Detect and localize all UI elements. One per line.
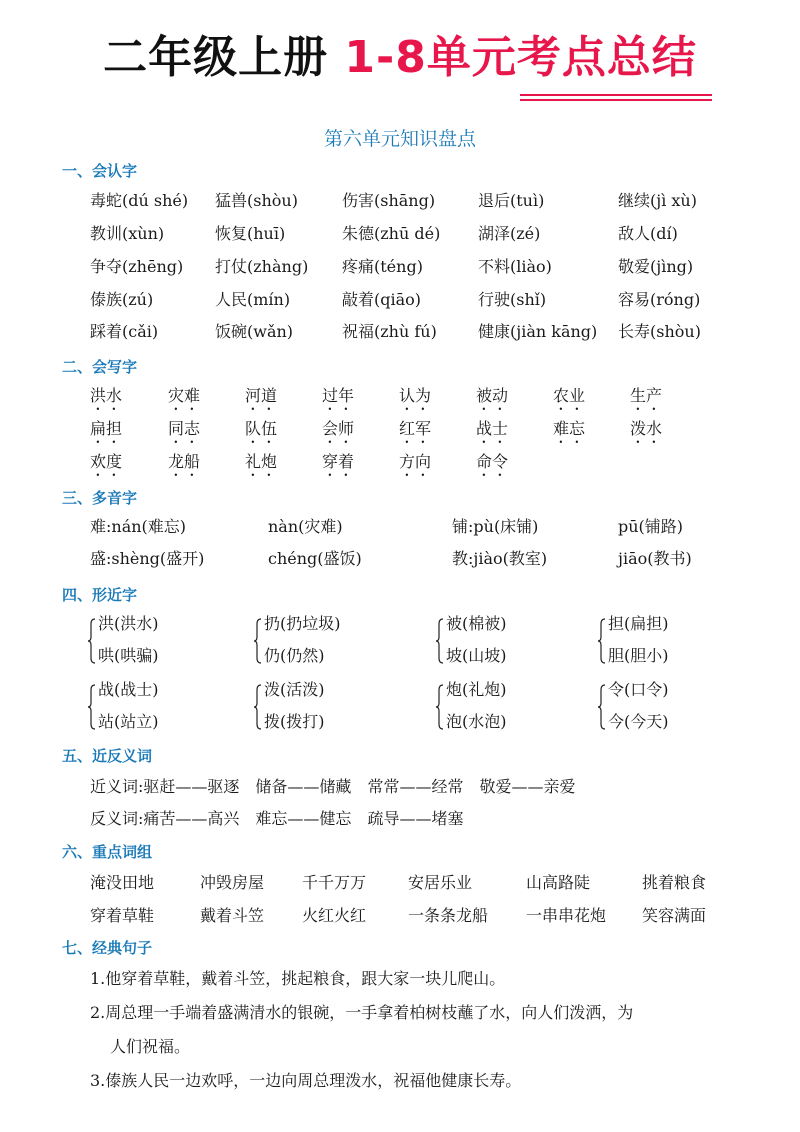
synonym-line: [90, 772, 591, 802]
write-item: 过年: [322, 386, 355, 405]
write-item: 会师: [322, 419, 355, 438]
sentence-2-cont: 人们祝福。: [110, 1037, 191, 1056]
polyphone-item: 盛:shèng(盛开): [90, 549, 205, 568]
antonym-line: [90, 804, 479, 834]
brace-icon: [88, 618, 96, 664]
synonym-label: 近义词:: [90, 777, 144, 796]
unit-title: 第六单元知识盘点: [323, 128, 476, 150]
recognize-item: 祝福(zhù fú): [342, 322, 437, 341]
polyphone-item: 铺:pù(床铺): [452, 517, 539, 536]
recognize-item: 踩着(cǎi): [90, 322, 159, 341]
recognize-item: 朱德(zhū dé): [342, 224, 441, 243]
sentence-3: 3.傣族人民一边欢呼，一边向周总理泼水，祝福他健康长寿。: [90, 1071, 522, 1090]
write-item: 难忘: [553, 419, 586, 438]
write-item: 方向: [399, 452, 432, 471]
phrase-item: 一串串花炮: [526, 906, 607, 925]
phrase-item: 冲毁房屋: [200, 873, 265, 892]
brace-icon: [436, 618, 444, 664]
polyphone-item: pū(铺路): [618, 517, 684, 536]
synonym-pair: 驱赶——驱逐: [143, 777, 240, 796]
phrase-item: 戴着斗笠: [200, 906, 265, 925]
phrase-item: 山高路陡: [526, 873, 591, 892]
brace-icon: [254, 618, 262, 664]
polyphone-item: chéng(盛饭): [268, 549, 362, 568]
synonym-pair: 敬爱——亲爱: [479, 777, 576, 796]
recognize-item: 长寿(shòu): [618, 322, 701, 341]
recognize-item: 退后(tuì): [478, 191, 545, 210]
recognize-item: 健康(jiàn kāng): [478, 322, 598, 341]
similar-item: 拨(拨打): [264, 712, 325, 731]
similar-item: 仍(仍然): [264, 646, 325, 665]
polyphone-item: 教:jiào(教室): [452, 549, 548, 568]
recognize-item: 不料(liào): [478, 257, 552, 276]
antonym-pair: 痛苦——高兴: [143, 809, 240, 828]
write-item: 被动: [476, 386, 509, 405]
recognize-item: 敬爱(jìng): [618, 257, 694, 276]
antonym-pair: 难忘——健忘: [255, 809, 352, 828]
recognize-item: 容易(róng): [618, 290, 701, 309]
antonym-label: 反义词:: [90, 809, 144, 828]
brace-icon: [436, 684, 444, 730]
recognize-item: 湖泽(zé): [478, 224, 541, 243]
recognize-item: 疼痛(téng): [342, 257, 423, 276]
phrase-item: 笑容满面: [642, 906, 707, 925]
similar-item: 哄(哄骗): [98, 646, 159, 665]
write-item: 扁担: [90, 419, 123, 438]
polyphone-item: jiāo(教书): [618, 549, 692, 568]
brace-icon: [254, 684, 262, 730]
recognize-item: 伤害(shāng): [342, 191, 436, 210]
recognize-item: 傣族(zú): [90, 290, 154, 309]
similar-item: 扔(扔垃圾): [264, 614, 341, 633]
write-item: 农业: [553, 386, 586, 405]
section-heading-sentences: 七、经典句子: [62, 939, 153, 957]
similar-item: 担(扁担): [608, 614, 669, 633]
similar-item: 站(站立): [98, 712, 159, 731]
write-item: 同志: [168, 419, 201, 438]
write-item: 战士: [476, 419, 509, 438]
similar-item: 今(今天): [608, 712, 669, 731]
phrase-item: 穿着草鞋: [90, 906, 155, 925]
recognize-item: 继续(jì xù): [618, 191, 697, 210]
write-item: 泼水: [630, 419, 663, 438]
similar-item: 炮(礼炮): [446, 680, 507, 699]
antonym-pair: 疏导——堵塞: [367, 809, 464, 828]
write-item: 河道: [245, 386, 278, 405]
write-item: 队伍: [245, 419, 278, 438]
similar-item: 泼(活泼): [264, 680, 325, 699]
similar-item: 洪(洪水): [98, 614, 159, 633]
write-item: 欢度: [90, 452, 123, 471]
write-item: 穿着: [322, 452, 355, 471]
write-item: 红军: [399, 419, 432, 438]
similar-item: 胆(胆小): [608, 646, 669, 665]
synonym-pair: 储备——储藏: [255, 777, 352, 796]
phrase-item: 挑着粮食: [642, 873, 707, 892]
write-item: 龙船: [168, 452, 201, 471]
sentence-2: 2.周总理一手端着盛满清水的银碗，一手拿着柏树枝蘸了水，向人们泼洒，为: [90, 1003, 634, 1022]
recognize-item: 教训(xùn): [90, 224, 165, 243]
similar-item: 坡(山坡): [446, 646, 507, 665]
recognize-item: 打仗(zhàng): [215, 257, 309, 276]
brace-icon: [88, 684, 96, 730]
section-heading-recognize: 一、会认字: [62, 162, 138, 180]
recognize-item: 争夺(zhēng): [90, 257, 184, 276]
polyphone-item: nàn(灾难): [268, 517, 343, 536]
recognize-item: 敲着(qiāo): [342, 290, 422, 309]
write-item: 命令: [476, 452, 509, 471]
section-heading-similar: 四、形近字: [62, 586, 138, 604]
phrase-item: 安居乐业: [408, 873, 473, 892]
recognize-item: 人民(mín): [215, 290, 291, 309]
phrase-item: 淹没田地: [90, 873, 155, 892]
similar-item: 被(棉被): [446, 614, 507, 633]
sentence-1: 1.他穿着草鞋，戴着斗笠，挑起粮食，跟大家一块儿爬山。: [90, 969, 506, 988]
similar-item: 泡(水泡): [446, 712, 507, 731]
polyphone-item: 难:nán(难忘): [90, 517, 187, 536]
synonym-pair: 常常——经常: [367, 777, 464, 796]
phrase-item: 火红火红: [302, 906, 367, 925]
write-item: 生产: [630, 386, 663, 405]
recognize-item: 饭碗(wǎn): [215, 322, 294, 341]
recognize-item: 行驶(shǐ): [478, 290, 547, 309]
section-heading-phrases: 六、重点词组: [62, 843, 153, 861]
similar-item: 令(口令): [608, 680, 669, 699]
section-heading-polyphone: 三、多音字: [62, 489, 138, 507]
section-heading-synonyms: 五、近反义词: [62, 747, 153, 765]
section-heading-write: 二、会写字: [62, 358, 138, 376]
write-item: 礼炮: [245, 452, 278, 471]
brace-icon: [598, 684, 606, 730]
similar-item: 战(战士): [98, 680, 159, 699]
phrase-item: 千千万万: [302, 873, 367, 892]
title-red: 1-8单元考点总结: [344, 32, 697, 83]
write-item: 洪水: [90, 386, 123, 405]
phrase-item: 一条条龙船: [408, 906, 489, 925]
recognize-item: 恢复(huī): [215, 224, 286, 243]
write-item: 认为: [399, 386, 432, 405]
title-black: 二年级上册: [103, 32, 329, 83]
brace-icon: [598, 618, 606, 664]
recognize-item: 猛兽(shòu): [215, 191, 298, 210]
page-title: [0, 28, 800, 88]
write-item: 灾难: [168, 386, 201, 405]
recognize-item: 毒蛇(dú shé): [90, 191, 189, 210]
title-underline: [520, 94, 712, 104]
recognize-item: 敌人(dí): [618, 224, 678, 243]
